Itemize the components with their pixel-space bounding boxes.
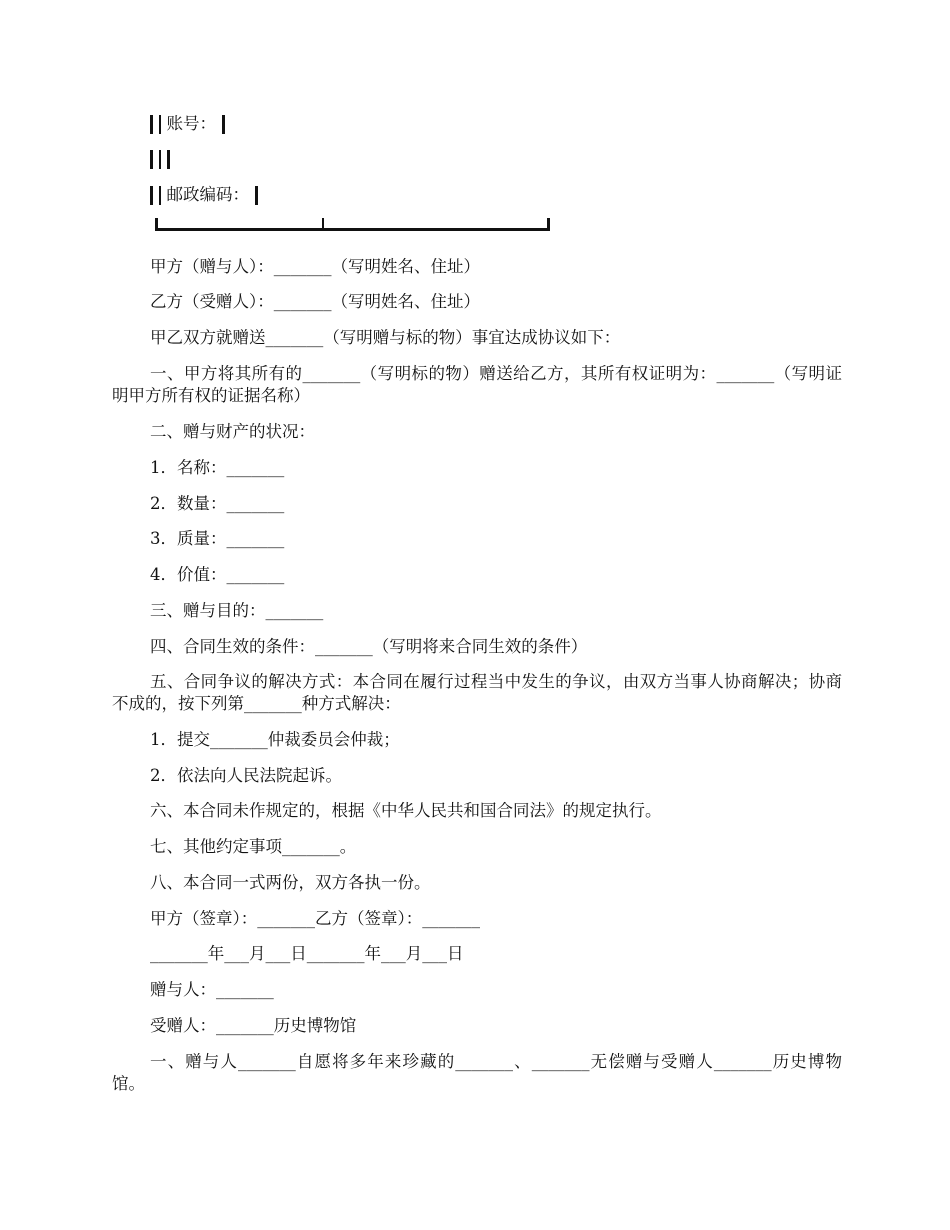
table-border	[150, 150, 153, 169]
item-quantity: 2．数量：_______	[150, 494, 285, 513]
clause-5-option-2: 2．依法向人民法院起诉。	[150, 766, 342, 785]
table-bottom-border	[155, 228, 550, 231]
party-a-line: 甲方（赠与人）：_______（写明姓名、住址）	[150, 257, 480, 276]
table-border	[150, 186, 153, 205]
clause-5-option-1: 1．提交_______仲裁委员会仲裁；	[150, 730, 400, 749]
clause-1: 一、甲方将其所有的_______（写明标的物）赠送给乙方，其所有权证明为：_______（写明证明甲方所有权的证据名称）	[112, 364, 842, 405]
signature-line: 甲方（签章）：_______乙方（签章）：_______	[150, 909, 480, 928]
table-border	[159, 115, 161, 134]
donation-clause: 一、赠与人_______自愿将多年来珍藏的_______、_______无偿赠与受赠人_______历史博物馆。	[112, 1052, 842, 1093]
table-row-account	[150, 113, 231, 135]
table-border	[322, 218, 324, 228]
clause-7: 七、其他约定事项_______。	[150, 837, 357, 856]
table-row-empty	[150, 148, 176, 170]
clause-8: 八、本合同一式两份，双方各执一份。	[150, 873, 431, 892]
date-line: _______年___月___日_______年___月___日	[150, 944, 464, 963]
table-border	[159, 150, 161, 169]
clause-3: 三、赠与目的：_______	[150, 601, 324, 620]
postcode-label: 邮政编码：	[166, 185, 249, 204]
clause-2: 二、赠与财产的状况：	[150, 422, 315, 441]
clause-6: 六、本合同未作规定的，根据《中华人民共和国合同法》的规定执行。	[150, 801, 662, 820]
item-name: 1．名称：_______	[150, 458, 285, 477]
table-border	[255, 186, 258, 205]
table-border	[150, 115, 153, 134]
intro-line: 甲乙双方就赠送_______（写明赠与标的物）事宜达成协议如下：	[150, 328, 621, 347]
donor-line: 赠与人：_______	[150, 980, 274, 999]
item-quality: 3．质量：_______	[150, 529, 285, 548]
item-value: 4．价值：_______	[150, 565, 285, 584]
party-b-line: 乙方（受赠人）：_______（写明姓名、住址）	[150, 292, 480, 311]
table-border	[222, 115, 225, 134]
donee-line: 受赠人：_______历史博物馆	[150, 1016, 357, 1035]
table-border	[167, 150, 170, 169]
table-border	[159, 186, 161, 205]
clause-4: 四、合同生效的条件：_______（写明将来合同生效的条件）	[150, 637, 588, 656]
clause-5: 五、合同争议的解决方式：本合同在履行过程当中发生的争议，由双方当事人协商解决；协商不成的，按下列第_______种方式解决：	[112, 672, 842, 713]
account-label: 账号：	[166, 114, 216, 133]
table-row-postcode	[150, 184, 264, 206]
